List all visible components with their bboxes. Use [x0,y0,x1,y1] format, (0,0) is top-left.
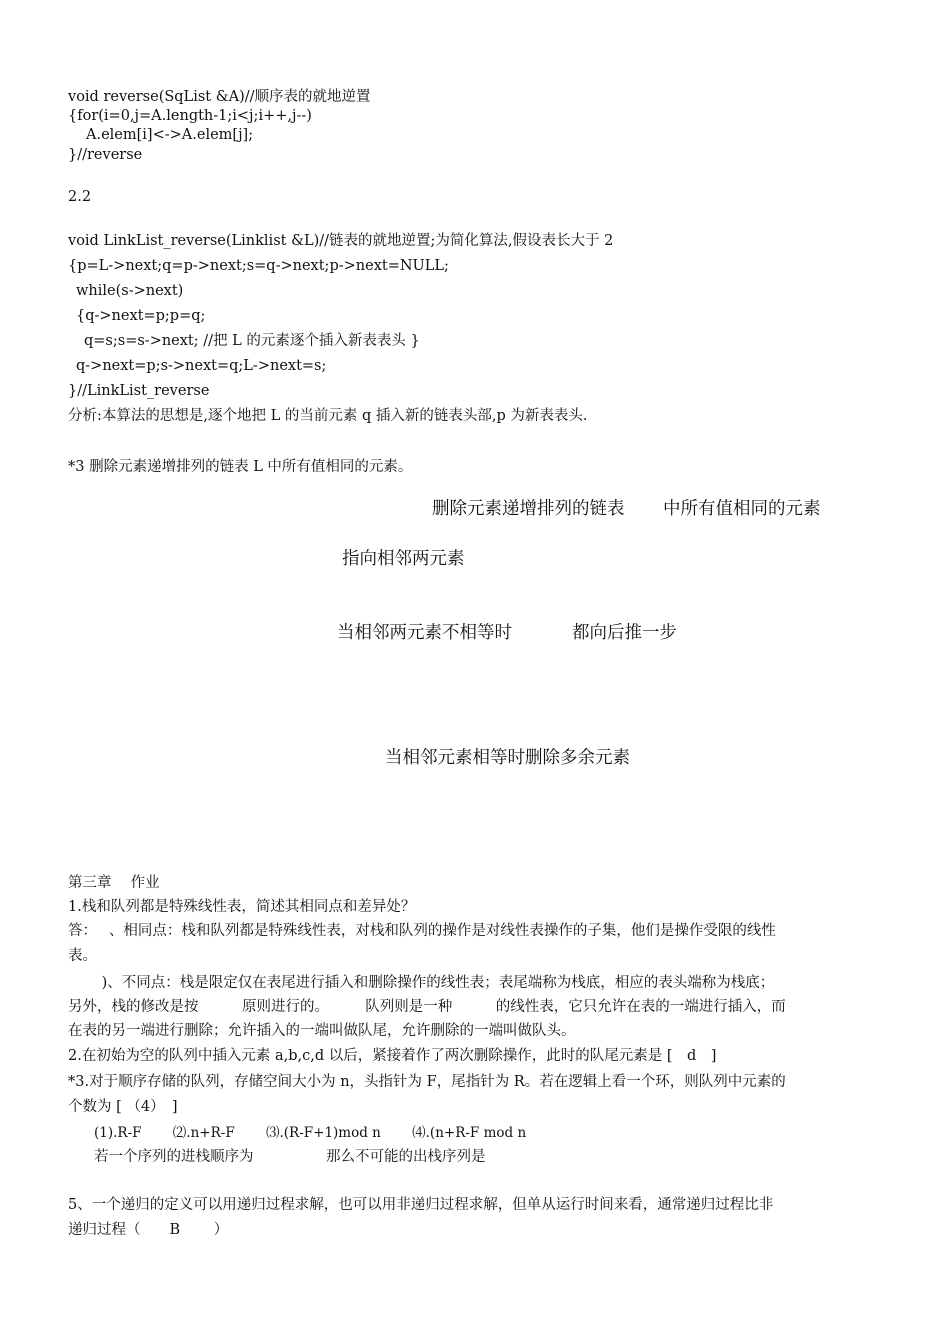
figure-title-a: 删除元素递增排列的链表 [432,499,625,519]
question-5-line-1: 5、一个递归的定义可以用递归过程求解，也可以用非递归过程求解，但单从运行时间来看，通常递归过程比非 [68,1197,774,1213]
answer-1-line-2: 表。 [68,948,97,964]
answer-1-line-4: 另外，栈的修改是按 原则进行的。 队列则是一种 的线性表，它只允许在表的一端进行插入，而 [68,999,786,1015]
code2-line-5: q=s;s=s->next; //把 L 的元素逐个插入新表表头 } [84,333,420,349]
section-2-2: 2.2 [68,189,92,205]
question-1: 1.栈和队列都是特殊线性表，简述其相同点和差异处？ [68,899,416,915]
code2-line-7: }//LinkList_reverse [68,383,210,399]
answer-1-line-1: 答： 、相同点：栈和队列都是特殊线性表，对栈和队列的操作是对线性表操作的子集，他们是操作受限的线性 [68,923,776,939]
code1-line-2: {for(i=0,j=A.length-1;i<j;i++,j--) [68,108,312,124]
question-3-line-2: 个数为 [ （4） ] [68,1099,178,1115]
figure-line-3: 当相邻元素相等时删除多余元素 [385,748,630,768]
answer-1-line-3: )、不同点：栈是限定仅在表尾进行插入和删除操作的线性表；表尾端称为栈底，相应的表头端称为栈底； [68,975,775,991]
question-5-line-2: 递归过程（ B ） [68,1222,229,1238]
problem-3: *3 删除元素递增排列的链表 L 中所有值相同的元素。 [68,459,413,475]
figure-line-2a: 当相邻两元素不相等时 [337,623,512,643]
figure-title-b: 中所有值相同的元素 [663,499,821,519]
figure-line-2b: 都向后推一步 [572,623,677,643]
code2-line-1: void LinkList_reverse(Linklist &L)//链表的就地逆置;为简化算法,假设表长大于 2 [68,233,614,249]
question-4: 若一个序列的进栈顺序为 那么不可能的出栈序列是 [94,1149,486,1165]
chapter-title: 第三章 作业 [68,875,160,891]
code1-line-3: A.elem[i]<->A.elem[j]; [86,127,254,143]
analysis-text: 分析:本算法的思想是,逐个地把 L 的当前元素 q 插入新的链表头部,p 为新表表头. [68,408,588,424]
code1-line-4: }//reverse [68,147,143,163]
question-2: 2.在初始为空的队列中插入元素 a,b,c,d 以后，紧接着作了两次删除操作，此时的队尾元素是 [ d ] [68,1048,717,1064]
question-3-line-1: *3.对于顺序存储的队列，存储空间大小为 n，头指针为 F，尾指针为 R。若在逻辑上看一个环，则队列中元素的 [68,1074,786,1090]
code2-line-4: {q->next=p;p=q; [76,308,206,324]
figure-line-1: 指向相邻两元素 [342,549,465,569]
code2-line-2: {p=L->next;q=p->next;s=q->next;p->next=NULL; [68,258,449,274]
question-3-options: (1).R-F ⑵.n+R-F ⑶.(R-F+1)mod n ⑷.(n+R-F mod n [94,1125,527,1141]
answer-1-line-5: 在表的另一端进行删除；允许插入的一端叫做队尾，允许删除的一端叫做队头。 [68,1023,576,1039]
code2-line-3: while(s->next) [76,283,184,299]
code2-line-6: q->next=p;s->next=q;L->next=s; [76,358,327,374]
code1-line-1: void reverse(SqList &A)//顺序表的就地逆置 [68,89,371,105]
